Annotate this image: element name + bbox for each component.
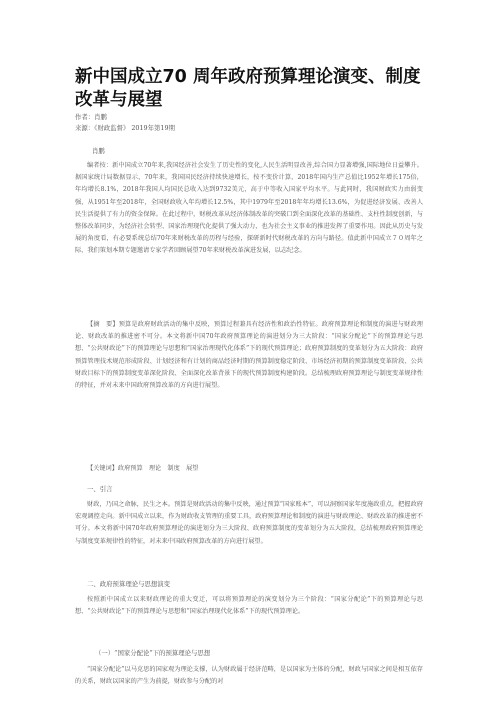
keywords: 【关键词】政府预算 理论 制度 展望 [87, 465, 199, 472]
section-2-heading: 二、政府预算理论与思想演变 [87, 580, 171, 588]
article-title: 新中国成立70 周年政府预算理论演变、制度改革与展望 [75, 67, 421, 110]
section-1-heading: 一、引言 [87, 485, 113, 493]
editor-note: 编者按：新中国成立70年来,我国经济社会发生了历史性的变化,人民生活明显改善,综合国力显著增强,国际地位日益攀升。据国家统计局数据显示，70年来，我国国民经济持续快速增长，按不变价计算，2018年国内生产总值比1952年增长175倍，年均增长8.1%，2018年我国人均国民总收入达到9732美元，高于中等收入国家平均水平。与此同时，我国财政实力由弱变强，从1951年至2018年，全国财政收入年均增长12.5%，其中1979年至2018年年均增长13.6%，为促进经济发展、改善人民生活提供了有力的资金保障。在此过程中，财税改革从经济体制改革的突破口到全面深化改革的基础性、支柱性制度创新，与整体改革同步，为经济社会转型、国家治理现代化提供了强大动力，也为社会主义事业的推进发挥了重要作用。因此从历史与发展的角度看，有必要系统总结70年来财税改革的历程与经验，探研新时代财税改革的方向与路径。值此新中国成立７０周年之际，我们策划本期专题邀请专家学者回顾展望70年来财税改革演进发展，以志纪念。 [75, 162, 423, 255]
subsection-1-heading: （一）“国家分配论”下的预算理论与思想 [95, 649, 211, 657]
source-line: 来源：《财政监督》 2019年第19期 [75, 124, 175, 132]
byline: 肖鹏 [92, 147, 105, 155]
author-line: 作者：肖鹏 [75, 113, 107, 121]
abstract: 【摘 要】预算是政府财政活动的集中反映，预算过程兼具有经济性和政治性特征。政府预算理论和制度的演进与财政理论、财政改革的推进密不可分。本文将新中国70年政府预算理论的演进划分为三大阶段：“国家分配论”下的预算理论与思想、“公共财政论”下的预算理论与思想和“国家治理现代化体系”下的现代预算理论；政府预算制度的变革划分为五大阶段：政府预算管理技术规范形成阶段、计划经济和有计划的商品经济时期的预算制度稳定阶段、市场经济初期的预算制度变革阶段、公共财政目标下的预算制度变革深化阶段、全面深化改革背景下的现代预算制度构建阶段。总结梳理政府预算理论与制度变革规律性的特征，并对未来中国政府预算改革的方向进行展望。 [75, 321, 423, 390]
section-1-body: 财政，乃国之命脉，民生之本。预算是财政活动的集中反映，通过预算“国家账本”，可以洞察国家年度施政重点，把握政府宏观调控走向。新中国成立以来，作为财政收支管理的重要工具，政府预算理论和制度的演进与财政理论、财政改革的推进密不可分。本文将新中国70年政府预算理论的演进划分为三大阶段、政府预算制度的变革划分为五大阶段，总结梳理政府预算理论与制度变革规律性的特征，对未来中国政府预算改革的方向进行展望。 [75, 501, 423, 545]
section-2-body: 按照新中国成立以来财政理论的重大变迁，可以将预算理论的演变划分为三个阶段：“国家分配论”下的预算理论与思想、“公共财政论”下的预算理论与思想和“国家治理现代化体系”下的现代预算理论。 [75, 596, 423, 616]
subsection-1-body: “国家分配论”以马克思的国家观为理论支撑，认为财政属于经济范畴，是以国家为主体的分配，财政与国家之间是相互依存的关系，财政以国家的产生为前提，财政参与分配的对 [75, 666, 423, 686]
